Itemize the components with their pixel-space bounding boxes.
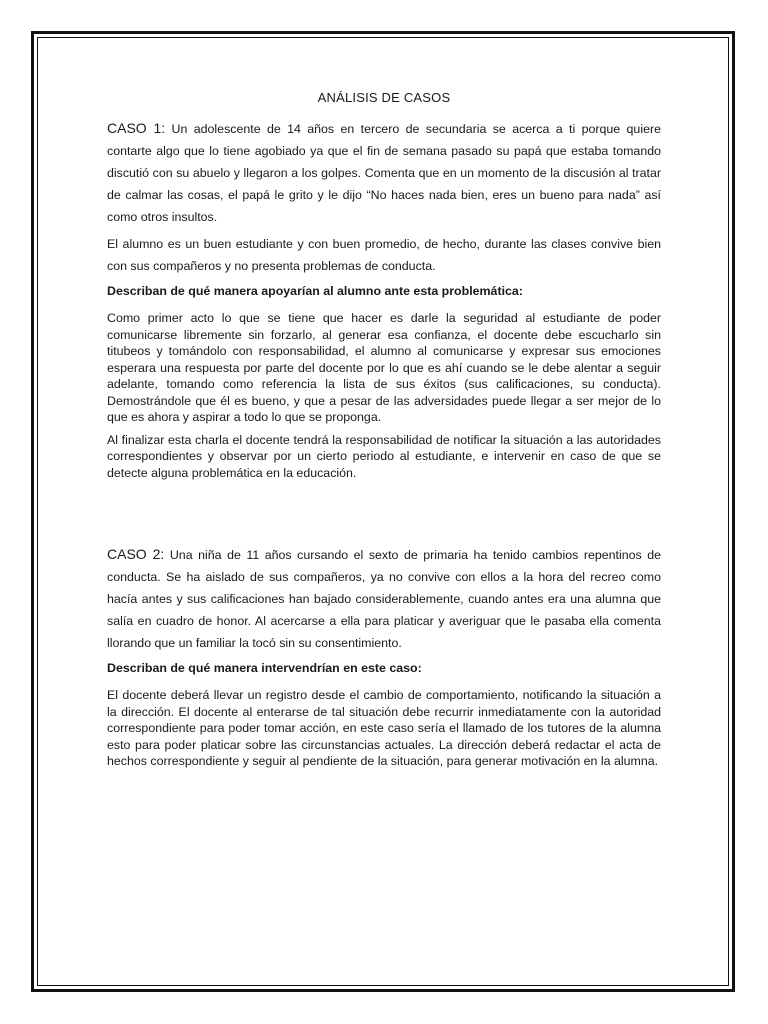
case1-description — [107, 117, 661, 228]
case1-answer2: Al finalizar esta charla el docente tendrá la responsabilidad de notificar la situación a las autoridades correspondientes y observar por un cierto periodo al estudiante, e intervenir en caso de que se detecte alguna problemática en la educación. — [107, 432, 661, 480]
case1-label: CASO 1: — [107, 120, 166, 136]
document-body — [107, 90, 661, 776]
case1-paragraph2: El alumno es un buen estudiante y con buen promedio, de hecho, durante las clases convive bien con sus compañeros y no presenta problemas de conducta. — [107, 237, 661, 273]
section-spacer — [107, 487, 661, 543]
case1-question: Describan de qué manera apoyarían al alumno ante esta problemática: — [107, 284, 523, 298]
case2-question: Describan de qué manera intervendrían en este caso: — [107, 661, 422, 675]
document-title: ANÁLISIS DE CASOS — [317, 90, 451, 105]
case1-answer1: Como primer acto lo que se tiene que hacer es darle la seguridad al estudiante de poder comunicarse libremente sin forzarlo, al generar esa confianza, el docente debe escucharlo sin titubeos y tomándolo con responsabilidad, el alumno al comunicarse y expresar sus emociones esperara una respuesta por parte del docente por lo que es ahí cuando se le debe alentar a seguir adelante, tomando como referencia la lista de sus éxitos (sus calificaciones, su conducta). Demostrándole que él es bueno, y que a pesar de las adversidades puede llegar a ser mejor de lo que es ahora y aspirar a todo lo que se proponga. — [107, 311, 661, 424]
case1-text: Un adolescente de 14 años en tercero de secundaria se acerca a ti porque quiere contarte algo que lo tiene agobiado ya que el fin de semana pasado su papá que estaba tomando discutió con su abuelo y llegaron a los golpes. Comenta que en un momento de la discusión al tratar de calmar las cosas, el papá le grito y le dijo “No haces nada bien, eres un bueno para nada” así como otros insultos. — [107, 122, 661, 224]
case2-description — [107, 543, 661, 654]
case2-label: CASO 2: — [107, 546, 165, 562]
case2-answer: El docente deberá llevar un registro desde el cambio de comportamiento, notificando la situación a la dirección. El docente al enterarse de tal situación debe recurrir inmediatamente con la autoridad correspondiente para poder tomar acción, en este caso sería el llamado de los tutores de la alumna esto para poder platicar sobre las circunstancias actuales. La dirección deberá redactar el acta de hechos correspondiente y seguir al pendiente de la situación, para generar motivación en la alumna. — [107, 688, 661, 768]
case2-text: Una niña de 11 años cursando el sexto de primaria ha tenido cambios repentinos de conducta. Se ha aislado de sus compañeros, ya no convive con ellos a la hora del recreo como hacía antes y sus calificaciones han bajado considerablemente, cuando antes era una alumna que salía en cuadro de honor. Al acercarse a ella para platicar y averiguar que le pasaba ella comenta llorando que un familiar la tocó sin su consentimiento. — [107, 548, 661, 650]
